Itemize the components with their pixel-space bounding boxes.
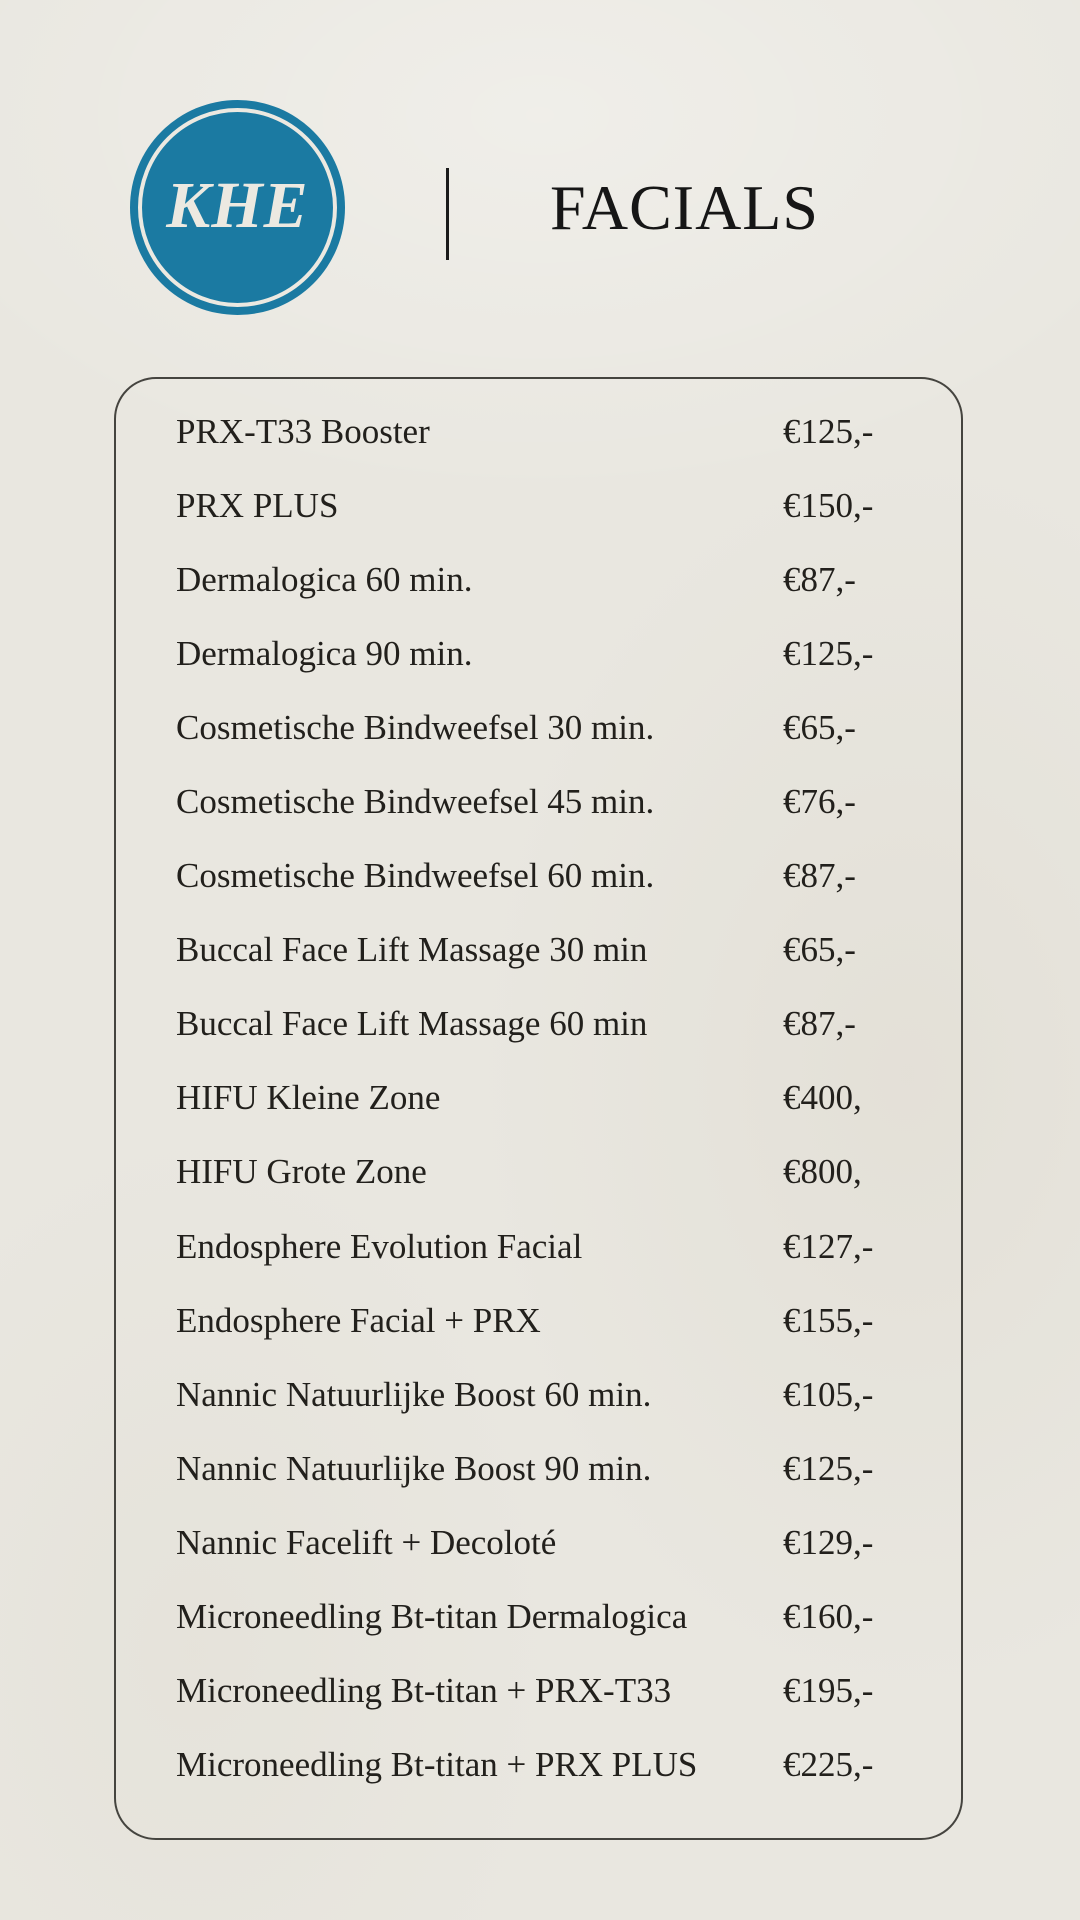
item-name: Dermalogica 60 min. bbox=[176, 560, 473, 600]
item-price: €129,- bbox=[783, 1522, 874, 1562]
menu-item-row bbox=[176, 691, 921, 765]
menu-item-row bbox=[176, 617, 921, 691]
menu-item-row bbox=[176, 1728, 921, 1802]
menu-item-row bbox=[176, 987, 921, 1061]
item-name: Dermalogica 90 min. bbox=[176, 634, 473, 674]
khe-logo bbox=[130, 100, 345, 315]
item-price: €105,- bbox=[783, 1374, 874, 1414]
menu-item-row bbox=[176, 765, 921, 839]
item-price: €225,- bbox=[783, 1744, 874, 1784]
menu-item-row bbox=[176, 543, 921, 617]
menu-item-row bbox=[176, 1284, 921, 1358]
item-price: €87,- bbox=[783, 1004, 856, 1044]
item-price: €125,- bbox=[783, 1448, 874, 1488]
brand-text: KHE bbox=[166, 168, 309, 242]
item-name: Cosmetische Bindweefsel 30 min. bbox=[176, 708, 655, 748]
menu-item-row bbox=[176, 469, 921, 543]
item-price: €400, bbox=[783, 1078, 862, 1118]
item-name: Cosmetische Bindweefsel 45 min. bbox=[176, 782, 655, 822]
menu-item-row bbox=[176, 1432, 921, 1506]
item-name: Endosphere Evolution Facial bbox=[176, 1226, 583, 1266]
item-price: €65,- bbox=[783, 930, 856, 970]
item-name: Nannic Natuurlijke Boost 90 min. bbox=[176, 1448, 652, 1488]
menu-item-row bbox=[176, 913, 921, 987]
item-name: Microneedling Bt-titan Dermalogica bbox=[176, 1596, 688, 1636]
item-name: Microneedling Bt-titan + PRX-T33 bbox=[176, 1670, 672, 1710]
item-price: €65,- bbox=[783, 708, 856, 748]
item-price: €76,- bbox=[783, 782, 856, 822]
item-price: €800, bbox=[783, 1152, 862, 1192]
item-price: €127,- bbox=[783, 1226, 874, 1266]
menu-item-row bbox=[176, 1061, 921, 1135]
item-name: Cosmetische Bindweefsel 60 min. bbox=[176, 856, 655, 896]
item-name: Nannic Facelift + Decoloté bbox=[176, 1522, 557, 1562]
menu-item-row bbox=[176, 395, 921, 469]
menu-item-row bbox=[176, 1580, 921, 1654]
item-name: Buccal Face Lift Massage 60 min bbox=[176, 1004, 648, 1044]
menu-item-row bbox=[176, 1210, 921, 1284]
item-price: €160,- bbox=[783, 1596, 874, 1636]
item-price: €87,- bbox=[783, 856, 856, 896]
menu-item-row bbox=[176, 1506, 921, 1580]
item-name: Nannic Natuurlijke Boost 60 min. bbox=[176, 1374, 652, 1414]
item-price: €150,- bbox=[783, 486, 874, 526]
menu-item-row bbox=[176, 1358, 921, 1432]
item-price: €125,- bbox=[783, 634, 874, 674]
price-card bbox=[114, 377, 963, 1840]
header-divider bbox=[446, 168, 449, 260]
item-name: PRX PLUS bbox=[176, 486, 339, 526]
item-name: HIFU Kleine Zone bbox=[176, 1078, 441, 1118]
menu-item-row bbox=[176, 1654, 921, 1728]
item-name: HIFU Grote Zone bbox=[176, 1152, 427, 1192]
item-name: PRX-T33 Booster bbox=[176, 412, 430, 452]
item-name: Buccal Face Lift Massage 30 min bbox=[176, 930, 648, 970]
page-title: FACIALS bbox=[550, 172, 819, 243]
item-name: Microneedling Bt-titan + PRX PLUS bbox=[176, 1744, 698, 1784]
item-price: €155,- bbox=[783, 1300, 874, 1340]
menu-item-row bbox=[176, 1135, 921, 1209]
item-price: €195,- bbox=[783, 1670, 874, 1710]
item-name: Endosphere Facial + PRX bbox=[176, 1300, 541, 1340]
item-price: €125,- bbox=[783, 412, 874, 452]
item-price: €87,- bbox=[783, 560, 856, 600]
menu-item-row bbox=[176, 839, 921, 913]
